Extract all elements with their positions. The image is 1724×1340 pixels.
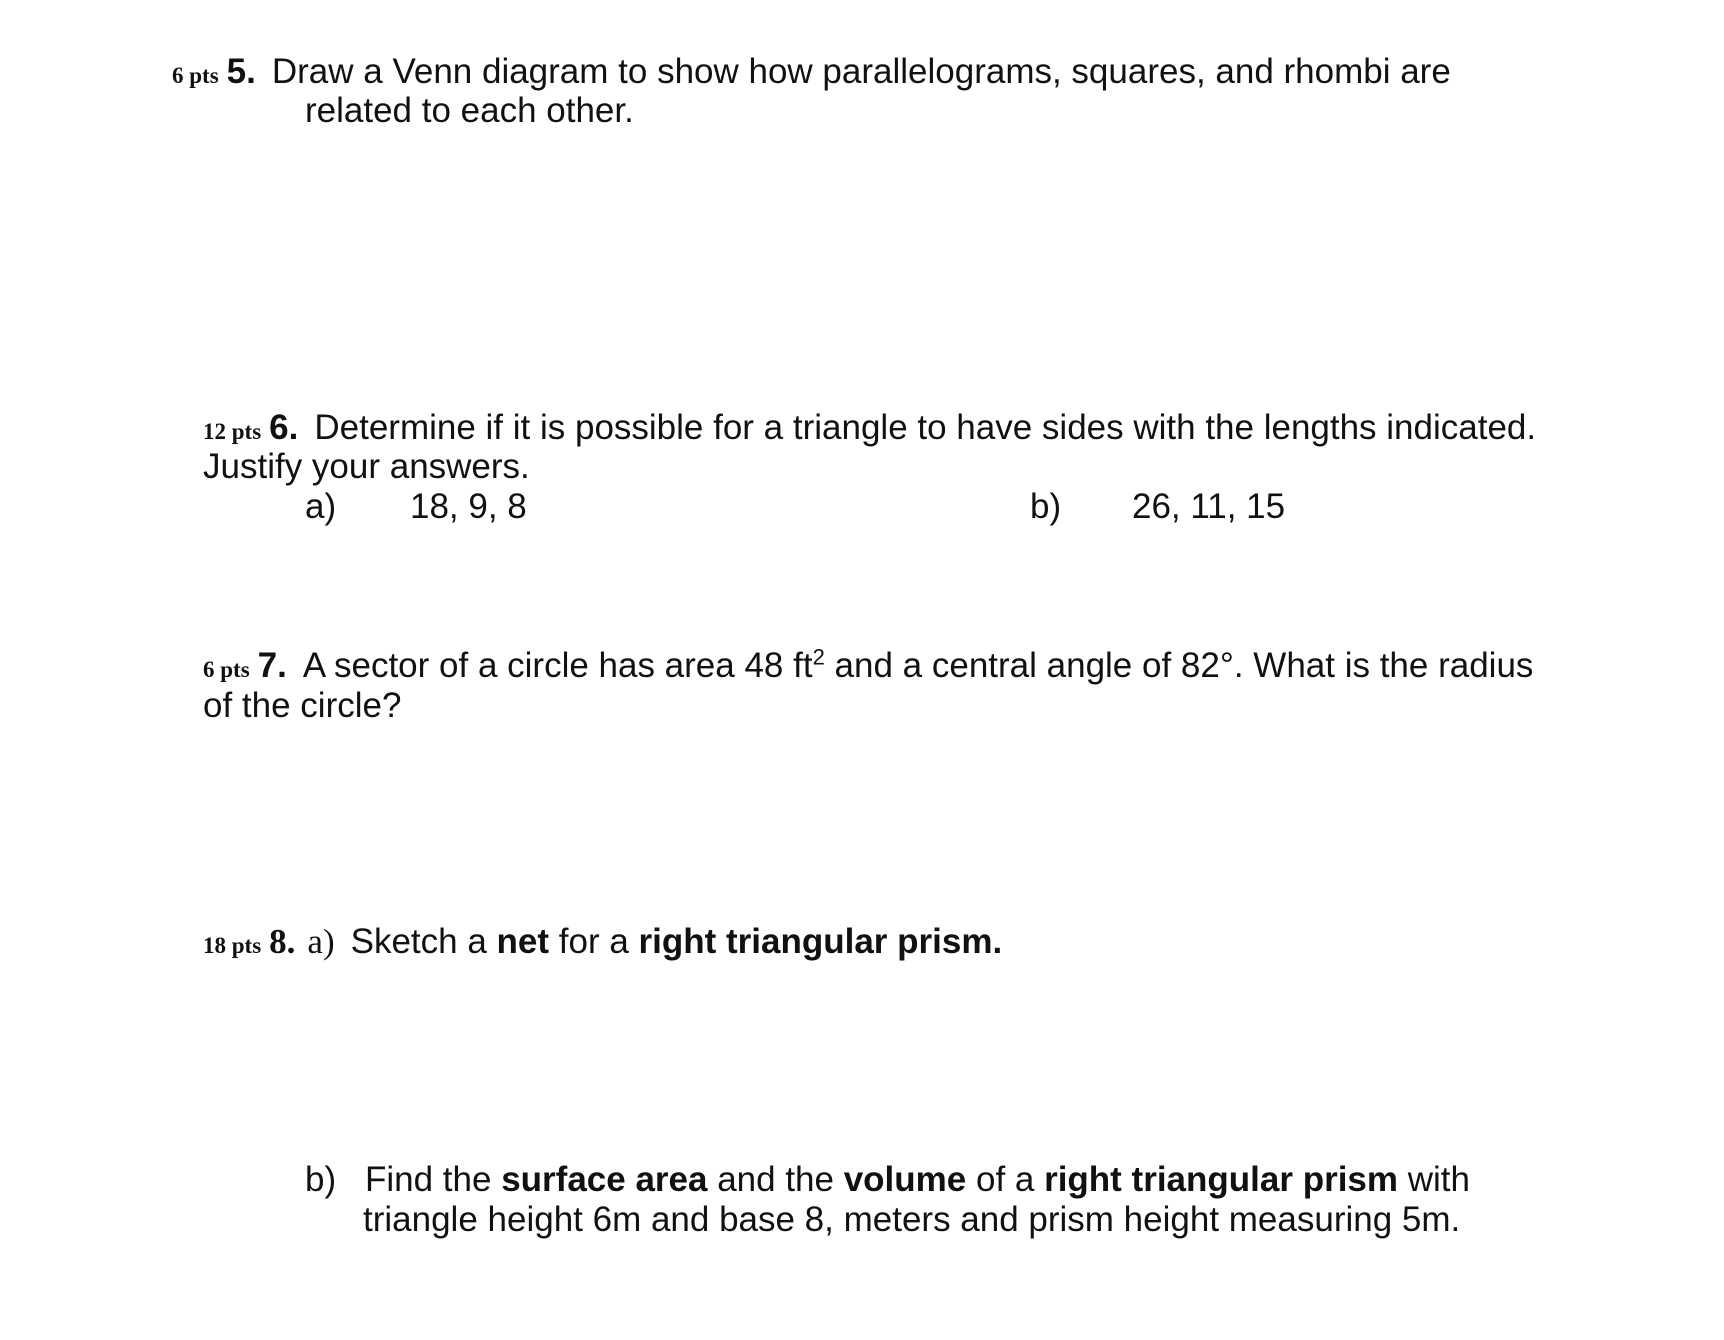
question-7-number: 7.: [257, 646, 287, 685]
question-8-line-b-1: [365, 1160, 1470, 1200]
question-8-part-b-label: b): [305, 1160, 337, 1199]
question-6-part-b: [1030, 487, 1061, 527]
question-8-part-b-line-2: triangle height 6m and base 8, meters and prism height measuring 5m.: [363, 1200, 1461, 1239]
question-7-text-pre: A sector of a circle has area 48 ft: [302, 646, 813, 685]
question-7-points: 6 pts: [203, 657, 250, 682]
question-8-part-a-bold-1: net: [496, 922, 550, 961]
question-7-line-2: [203, 686, 401, 726]
question-8-line-a: [203, 922, 1002, 966]
question-8-part-b-bold-1: surface area: [501, 1160, 708, 1199]
question-8-part-b-text-1: Find the: [365, 1160, 502, 1199]
question-8-line-b-2: [363, 1200, 1460, 1240]
question-6-points: 12 pts: [203, 419, 262, 444]
question-6-part-a-values: 18, 9, 8: [410, 487, 527, 526]
question-5-number: 5.: [226, 52, 256, 91]
question-5-text-line-2: related to each other.: [305, 91, 634, 130]
question-7-line-1: [203, 646, 1533, 690]
question-8-part-a-bold-2: right triangular prism.: [638, 922, 1003, 961]
question-8-part-b-text-2: and the: [707, 1160, 844, 1199]
question-7-text-line-2: of the circle?: [203, 686, 402, 725]
question-5-line-1: [172, 52, 1451, 96]
question-6-text-line-2: Justify your answers.: [203, 447, 530, 486]
question-6-part-b-values-line: [1132, 487, 1285, 527]
question-5-points: 6 pts: [172, 63, 219, 88]
question-8-part-b-bold-3: right triangular prism: [1044, 1160, 1399, 1199]
question-8-part-b-text-4: with: [1398, 1160, 1470, 1199]
question-6-part-a-label: a): [305, 487, 337, 526]
question-6-part-a: [305, 487, 336, 527]
question-6-part-b-values: 26, 11, 15: [1132, 487, 1286, 526]
question-5-text-line-1: Draw a Venn diagram to show how parallelograms, squares, and rhombi are: [271, 52, 1451, 91]
question-8-points: 18 pts: [203, 933, 262, 958]
question-8-number: 8.: [269, 922, 296, 961]
question-8-part-b-label-line: [305, 1160, 336, 1200]
question-8-part-a-text-1: Sketch a: [350, 922, 497, 961]
question-8-part-a-label: a): [307, 922, 335, 961]
question-5-line-2: [305, 91, 634, 131]
question-6-line-2: [203, 447, 530, 487]
question-8-part-a-text-2: for a: [549, 922, 639, 961]
question-6-part-a-values-line: [410, 487, 527, 527]
question-8-part-b-text-3: of a: [966, 1160, 1045, 1199]
question-6-text-line-1: Determine if it is possible for a triangle to have sides with the lengths indicated.: [314, 408, 1537, 447]
question-6-part-b-label: b): [1030, 487, 1062, 526]
question-7-text-post: and a central angle of 82°. What is the radius: [824, 646, 1534, 685]
question-8-part-b-bold-2: volume: [843, 1160, 967, 1199]
question-7-superscript: 2: [812, 644, 825, 670]
question-6-number: 6.: [269, 408, 299, 447]
question-6-line-1: [203, 408, 1536, 452]
